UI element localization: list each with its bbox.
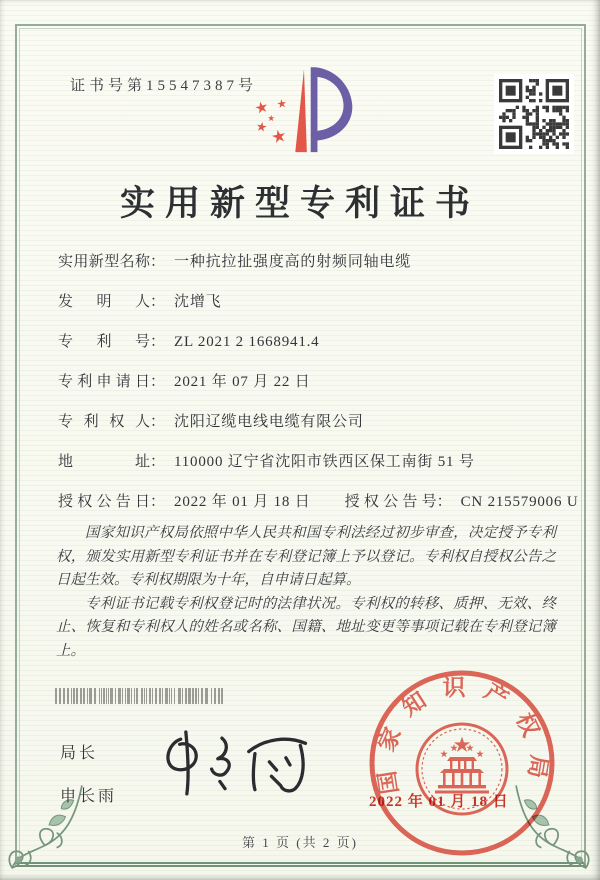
- handwritten-signature-icon: [158, 724, 323, 808]
- page-number: 第 1 页 (共 2 页): [242, 835, 358, 850]
- officer-name: 申长雨: [60, 788, 118, 805]
- field-row-inventor: 发明人： 沈增飞: [58, 290, 558, 312]
- field-label: 专利号: [58, 334, 150, 350]
- field-row-filing-date: 专利申请日： 2021 年 07 月 22 日: [58, 370, 558, 392]
- field-list: [58, 250, 579, 530]
- seal-date: 2022 年 01 月 18 日: [369, 794, 509, 810]
- field-label: 专利权人: [58, 414, 150, 430]
- field-row-patentee: 专利权人： 沈阳辽缆电线电缆有限公司: [58, 410, 558, 432]
- seal-agency-text: 国家知识产权局: [372, 675, 552, 796]
- field-row-grant: 授权公告日： 2022 年 01 月 18 日 授权公告号： CN 215579006 U: [58, 490, 558, 512]
- field-value: 一种抗拉扯强度高的射频同轴电缆: [174, 254, 412, 270]
- field-value: 110000 辽宁省沈阳市铁西区保工南街 51 号: [174, 454, 475, 470]
- officer-block: [60, 740, 117, 806]
- field-label: 实用新型名称: [58, 254, 150, 270]
- field-row-patent-no: 专利号： ZL 2021 2 1668941.4: [58, 330, 558, 352]
- legal-paragraph: 国家知识产权局依照中华人民共和国专利法经过初步审查，决定授予专利权，颁发实用新型专利证书并在专利登记簿上予以登记。专利权自授权公告之日起生效。专利权期限为十年，自申请日起算。: [56, 525, 556, 588]
- field-label: 授权公告日: [58, 494, 150, 510]
- field-value-grant-no: CN 215579006 U: [460, 494, 579, 510]
- certificate-title: 实用新型专利证书: [119, 184, 480, 223]
- field-value: 2022 年 01 月 18 日: [174, 494, 311, 510]
- field-label: 专利申请日: [58, 374, 150, 390]
- field-row-address: 地址： 110000 辽宁省沈阳市铁西区保工南街 51 号: [58, 450, 558, 472]
- field-label-grant-no: 授权公告号: [344, 494, 437, 510]
- field-label: 地址: [58, 454, 150, 470]
- field-value: 2021 年 07 月 22 日: [174, 374, 311, 390]
- field-value: 沈阳辽缆电线电缆有限公司: [174, 414, 364, 430]
- certificate-number: 证书号第15547387号: [70, 78, 258, 94]
- legal-paragraph: 专利证书记载专利权登记时的法律状况。专利权的转移、质押、无效、终止、恢复和专利权人的姓名或名称、国籍、地址变更等事项记载在专利登记簿上。: [56, 595, 556, 659]
- field-value: 沈增飞: [174, 294, 222, 310]
- legal-text: [56, 522, 556, 663]
- field-row-name: 实用新型名称： 一种抗拉扯强度高的射频同轴电缆: [58, 250, 558, 272]
- field-value: ZL 2021 2 1668941.4: [174, 334, 320, 350]
- cnipa-logo-icon: [250, 62, 356, 166]
- barcode: [55, 688, 227, 704]
- qr-code: [494, 74, 574, 154]
- field-label: 发明人: [58, 294, 150, 310]
- officer-title: 局长: [60, 745, 99, 762]
